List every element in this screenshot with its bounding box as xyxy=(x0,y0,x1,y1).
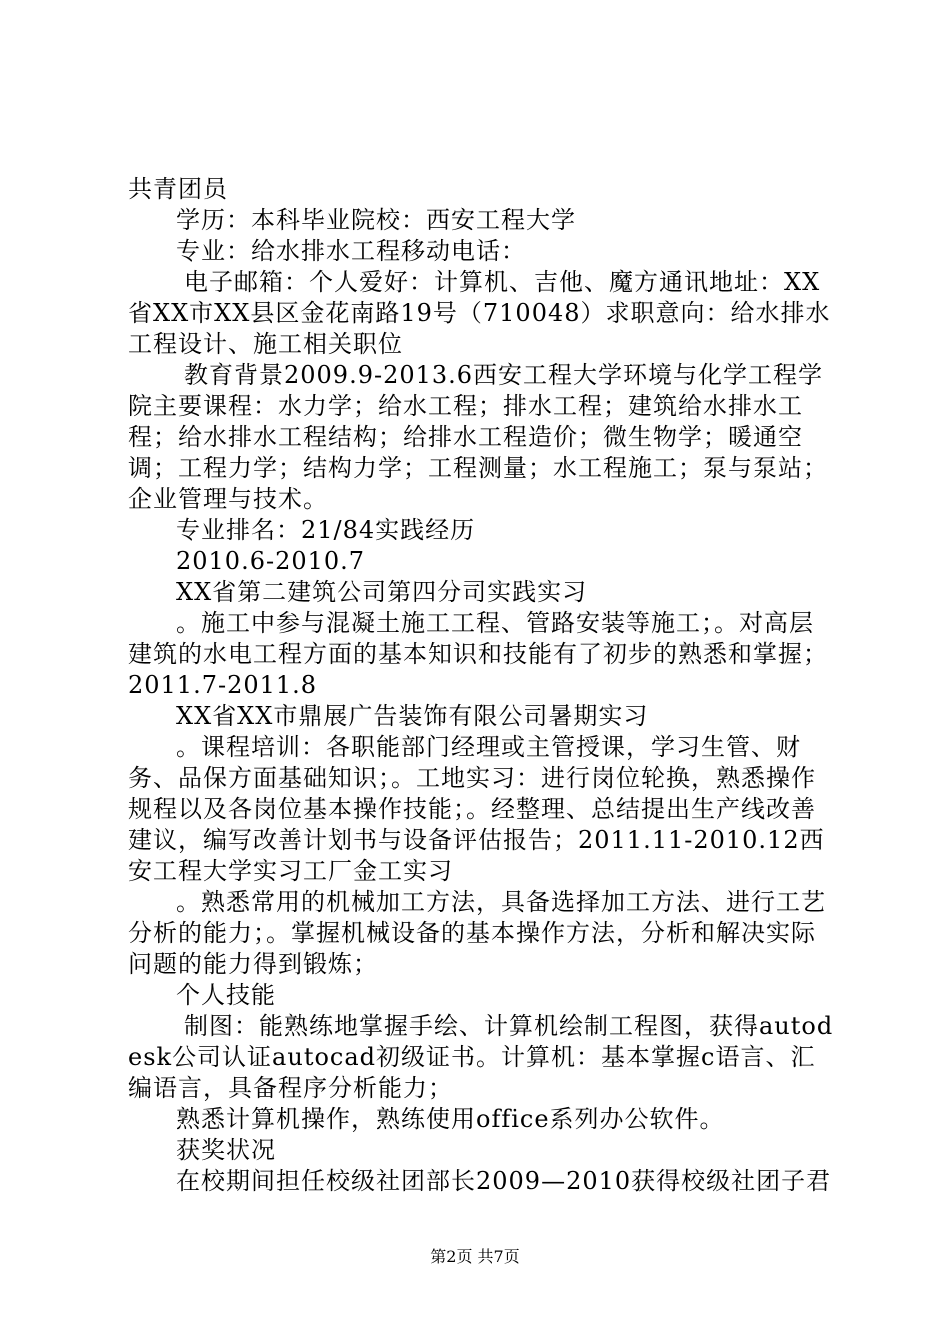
paragraph: XX省第二建筑公司第四分司实践实习 xyxy=(176,578,588,606)
paragraph: 2010.6-2010.7 xyxy=(176,547,366,575)
paragraph: 制图：能熟练地掌握手绘、计算机绘制工程图，获得autodesk公司认证autocad初级证书。计算机：基本掌握c语言、汇编语言，具备程序分析能力； xyxy=(128,1012,834,1102)
paragraph: 熟悉计算机操作，熟练使用office系列办公软件。 xyxy=(176,1105,725,1133)
paragraph: 获奖状况 xyxy=(176,1136,276,1164)
paragraph: 。熟悉常用的机械加工方法，具备选择加工方法、进行工艺分析的能力；。掌握机械设备的基本操作方法，分析和解决实际问题的能力得到锻炼； xyxy=(128,888,826,978)
paragraph: 。课程培训：各职能部门经理或主管授课，学习生管、财务、品保方面基础知识；。工地实习：进行岗位轮换，熟悉操作规程以及各岗位基本操作技能；。经整理、总结提出生产线改善建议，编写改善计划书与设备评估报告；2011.11-2010.12西安工程大学实习工厂金工实习 xyxy=(128,733,825,885)
page-number-footer: 第2页 共7页 xyxy=(430,1247,520,1266)
document-body xyxy=(128,174,834,1197)
paragraph: 专业：给水排水工程移动电话： xyxy=(176,237,526,265)
paragraph: 教育背景2009.9-2013.6西安工程大学环境与化学工程学院主要课程：水力学；给水工程；排水工程；建筑给水排水工程；给水排水工程结构；给排水工程造价；微生物学；暖通空调；工程力学；结构力学；工程测量；水工程施工；泵与泵站；企业管理与技术。 xyxy=(128,361,828,513)
paragraph: 。施工中参与混凝土施工工程、管路安装等施工；。对高层建筑的水电工程方面的基本知识和技能有了初步的熟悉和掌握；2011.7-2011.8 xyxy=(128,609,828,699)
paragraph: 在校期间担任校级社团部长2009—2010获得校级社团子君 xyxy=(176,1167,832,1195)
paragraph: 专业排名：21/84实践经历 xyxy=(176,516,476,544)
paragraph: 共青团员 xyxy=(128,175,228,203)
paragraph: 学历：本科毕业院校：西安工程大学 xyxy=(176,206,576,234)
paragraph: 个人技能 xyxy=(176,981,276,1009)
paragraph: XX省XX市鼎展广告装饰有限公司暑期实习 xyxy=(176,702,649,730)
paragraph: 电子邮箱：个人爱好：计算机、吉他、魔方通讯地址：XX省XX市XX县区金花南路19号（710048）求职意向：给水排水工程设计、施工相关职位 xyxy=(128,268,831,358)
